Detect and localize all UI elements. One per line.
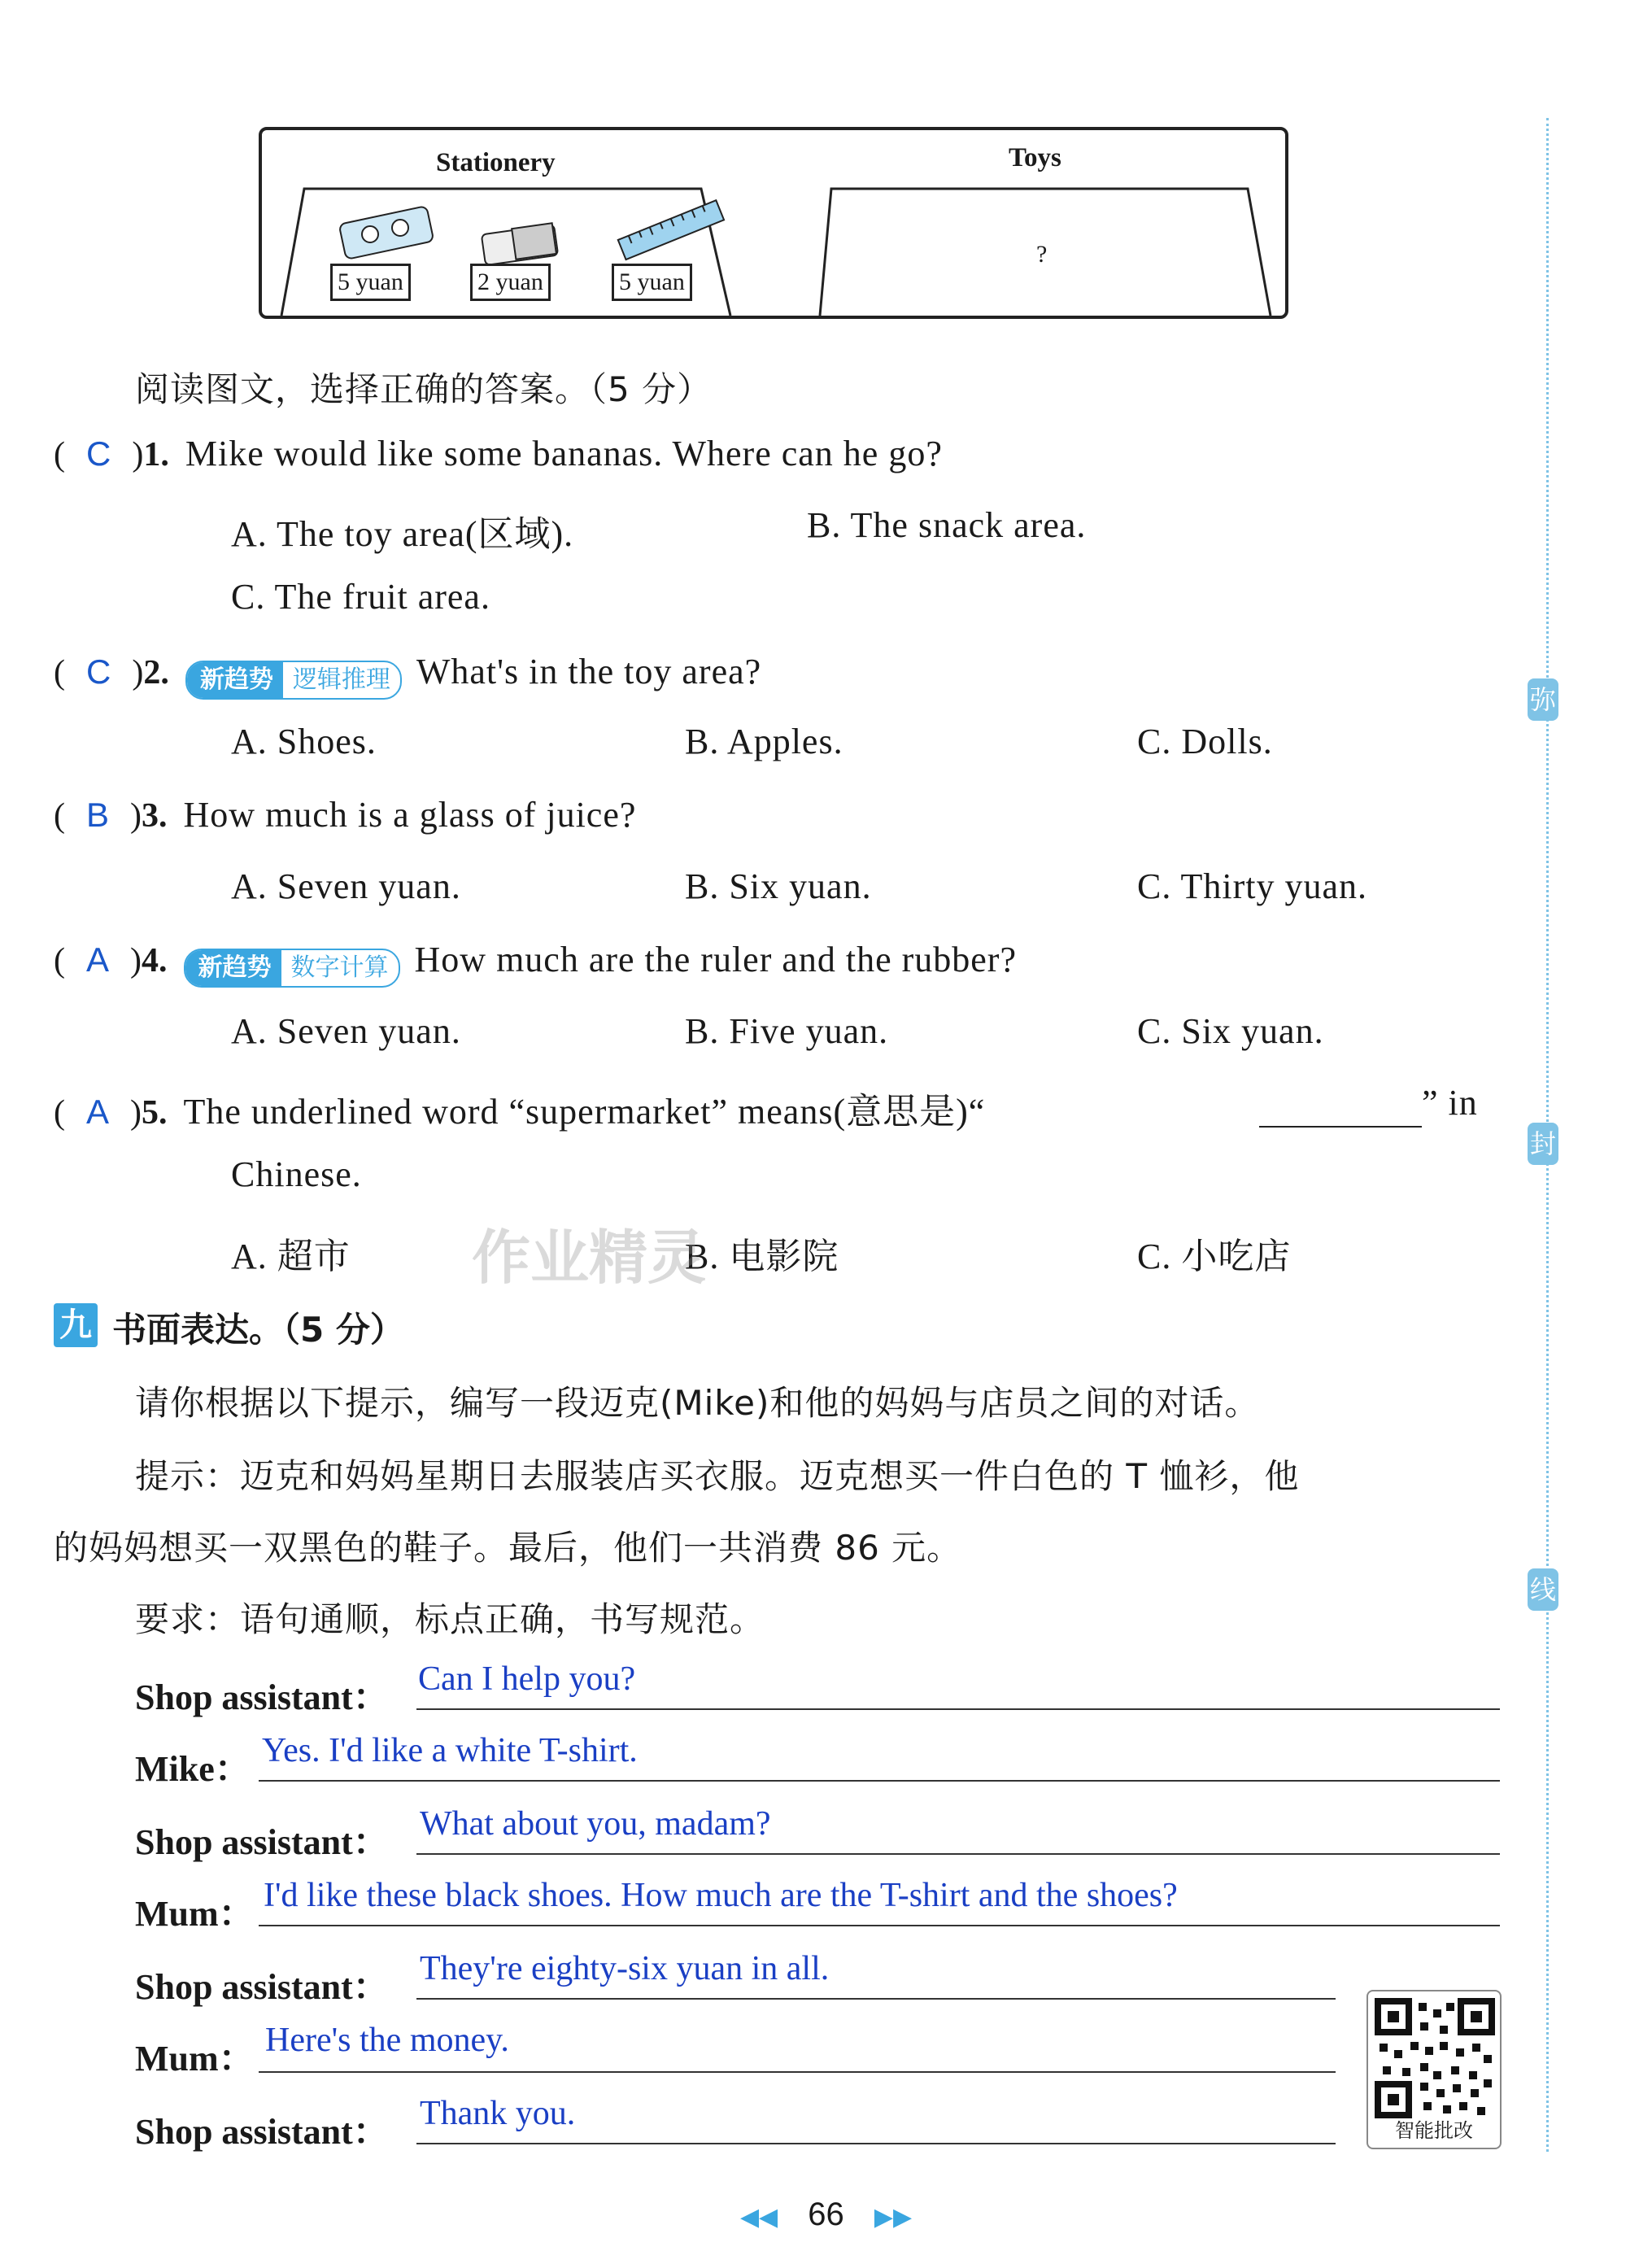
answer-5: A [86, 1093, 110, 1131]
writing-prompt: 请你根据以下提示，编写一段迈克(Mike)和他的妈妈与店员之间的对话。 [135, 1383, 1260, 1423]
speaker-label: Mike： [135, 1749, 251, 1789]
question-text: How much is a glass of juice? [183, 795, 637, 835]
next-arrow-icon: ▶▶ [874, 2204, 913, 2231]
trend-tag [185, 661, 402, 700]
option-a: A. The toy area(区域). [231, 514, 574, 554]
answer-4: A [86, 940, 110, 979]
speaker-label: Shop assistant： [135, 1822, 389, 1862]
option-b: B. Apples. [685, 722, 843, 761]
option-c: C. Thirty yuan. [1137, 866, 1368, 906]
page-number: 66 [808, 2196, 844, 2232]
question-5: ( A )5. The underlined word “supermarket” means(意思是)“ [54, 1092, 986, 1132]
question-text-cont: Chinese. [231, 1154, 362, 1194]
trend-tag [184, 949, 400, 988]
toys-unknown: ? [1036, 241, 1048, 268]
speaker-label: Shop assistant： [135, 1677, 389, 1717]
qr-label: 智能批改 [1395, 2119, 1473, 2142]
rubber-icon [477, 216, 566, 270]
question-1: ( C )1. Mike would like some bananas. Where can he go? [54, 434, 943, 473]
writing-requirement: 要求：语句通顺，标点正确，书写规范。 [135, 1599, 765, 1639]
stationery-title: Stationery [436, 148, 556, 177]
option-b: B. Six yuan. [685, 866, 872, 906]
question-number: 2. [143, 654, 169, 691]
side-mark: 封 [1528, 1123, 1558, 1165]
price-tag-pencil-box: 5 yuan [330, 264, 411, 301]
supermarket-figure [259, 127, 1288, 319]
question-number: 3. [142, 797, 168, 835]
question-number: 5. [142, 1094, 168, 1132]
tag-main: 新趋势 [187, 662, 283, 698]
price-tag-ruler: 5 yuan [612, 264, 692, 301]
option-b: B. The snack area. [807, 505, 1087, 545]
answer-line [259, 1780, 1500, 1782]
option-a: A. Shoes. [231, 722, 377, 761]
blank-line [1259, 1126, 1422, 1128]
option-a: A. Seven yuan. [231, 1011, 461, 1051]
option-a: A. Seven yuan. [231, 866, 461, 906]
dialogue-answer[interactable]: Yes. I'd like a white T-shirt. [262, 1732, 638, 1769]
dialogue-answer[interactable]: What about you, madam? [420, 1805, 771, 1843]
option-c: C. Six yuan. [1137, 1011, 1324, 1051]
tag-sub: 数字计算 [290, 953, 389, 983]
watermark: 作业精灵 [472, 1224, 707, 1292]
option-c: C. 小吃店 [1137, 1237, 1292, 1276]
side-mark: 线 [1528, 1568, 1558, 1611]
dialogue-answer[interactable]: Here's the money. [265, 2022, 509, 2059]
section-title: 书面表达。（5 分） [112, 1310, 404, 1350]
speaker-label: Shop assistant： [135, 1967, 389, 2007]
question-text: The underlined word “supermarket” means(意思是)“ [183, 1092, 986, 1132]
answer-3: B [86, 796, 110, 834]
ruler-icon [613, 192, 727, 265]
answer-line [416, 1708, 1500, 1710]
dialogue-answer[interactable]: Can I help you? [418, 1660, 636, 1698]
price-tag-rubber: 2 yuan [470, 264, 551, 301]
question-4: ( A )4. 新趋势 数字计算 How much are the ruler and the rubber? [54, 939, 1017, 988]
speaker-label: Shop assistant： [135, 2112, 389, 2152]
side-mark: 弥 [1528, 678, 1558, 721]
pencil-box-icon [333, 200, 439, 265]
option-a: A. 超市 [231, 1237, 351, 1276]
prev-arrow-icon: ◀◀ [739, 2204, 778, 2231]
answer-line [416, 1998, 1336, 2000]
page-footer [0, 2196, 1652, 2233]
question-number: 1. [143, 436, 169, 473]
question-2: ( C )2. 新趋势 逻辑推理 What's in the toy area? [54, 651, 761, 700]
qr-code[interactable] [1366, 1990, 1502, 2149]
toys-title: Toys [1009, 143, 1061, 172]
question-text: Mike would like some bananas. Where can he go? [185, 434, 943, 473]
dialogue-answer[interactable]: They're eighty-six yuan in all. [420, 1950, 830, 1987]
answer-line [259, 2071, 1336, 2073]
question-text: How much are the ruler and the rubber? [414, 940, 1017, 979]
speaker-label: Mum： [135, 2039, 255, 2079]
question-text: What's in the toy area? [416, 652, 762, 691]
section-badge: 九 [54, 1303, 98, 1347]
dialogue-answer[interactable]: I'd like these black shoes. How much are the T-shirt and the shoes? [264, 1877, 1178, 1914]
answer-line [416, 2143, 1336, 2144]
question-3: ( B )3. How much is a glass of juice? [54, 795, 637, 835]
answer-2: C [86, 652, 111, 691]
dialogue-answer[interactable]: Thank you. [420, 2095, 576, 2132]
answer-line [259, 1925, 1500, 1926]
option-b: B. Five yuan. [685, 1011, 889, 1051]
qr-code-icon [1375, 1998, 1495, 2118]
answer-line [416, 1853, 1500, 1855]
writing-hint: 提示：迈克和妈妈星期日去服装店买衣服。迈克想买一件白色的 T 恤衫，他 [135, 1456, 1300, 1496]
answer-1: C [86, 434, 111, 473]
option-c: C. Dolls. [1137, 722, 1273, 761]
option-b: B. 电影院 [685, 1237, 839, 1276]
question-text-end: ” in [1422, 1083, 1478, 1123]
tag-sub: 逻辑推理 [292, 665, 390, 695]
option-c: C. The fruit area. [231, 577, 490, 617]
speaker-label: Mum： [135, 1894, 255, 1934]
tag-main: 新趋势 [185, 950, 281, 986]
question-number: 4. [142, 942, 168, 979]
writing-hint-cont: 的妈妈想买一双黑色的鞋子。最后，他们一共消费 86 元。 [54, 1528, 962, 1568]
reading-instruction: 阅读图文，选择正确的答案。（5 分） [135, 369, 713, 409]
